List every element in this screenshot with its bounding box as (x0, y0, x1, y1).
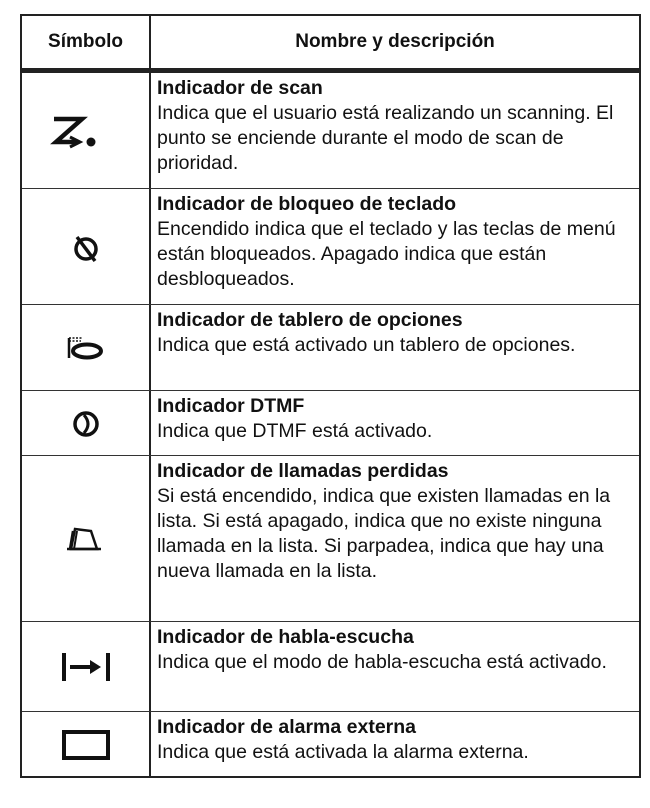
missed-calls-icon (61, 519, 111, 559)
table-row (22, 391, 639, 456)
row-description: Encendido indica que el teclado y las teclas de menú están bloqueados. Apagado indica que están desbloqueados. (157, 218, 616, 290)
row-description: Indica que el modo de habla-escucha está activado. (157, 651, 607, 673)
row-title: Indicador de scan (157, 77, 323, 99)
row-title: Indicador de tablero de opciones (157, 309, 463, 331)
row-description: Indica que DTMF está activado. (157, 420, 433, 442)
row-title: Indicador de llamadas perdidas (157, 460, 449, 482)
row-description: Indica que el usuario está realizando un scanning. El punto se enciende durante el modo de scan de prioridad. (157, 102, 614, 174)
row-description: Indica que está activado un tablero de opciones. (157, 334, 576, 356)
table-row (22, 456, 639, 622)
row-description: Indica que está activada la alarma externa. (157, 741, 529, 763)
table-row (22, 73, 639, 189)
table-row (22, 305, 639, 391)
table-header (22, 16, 639, 73)
external-alarm-icon (56, 724, 116, 764)
table-row (22, 622, 639, 712)
option-board-icon (61, 328, 111, 368)
header-symbol: Símbolo (22, 16, 151, 68)
row-description: Si está encendido, indica que existen llamadas en la lista. Si está apagado, indica que no existe ninguna llamada en la lista. Si parpadea, indica que hay una nueva llamada en la lista. (157, 485, 611, 582)
row-title: Indicador DTMF (157, 395, 305, 417)
row-title: Indicador de bloqueo de teclado (157, 193, 457, 215)
row-title: Indicador de habla-escucha (157, 626, 414, 648)
row-title: Indicador de alarma externa (157, 716, 417, 738)
header-name: Nombre y descripción (295, 31, 495, 52)
table-row (22, 712, 639, 776)
symbol-table (20, 14, 641, 778)
talkaround-icon (56, 647, 116, 687)
keypad-lock-icon (66, 227, 106, 267)
dtmf-icon (66, 403, 106, 443)
table-row (22, 189, 639, 305)
scan-icon (46, 111, 126, 151)
